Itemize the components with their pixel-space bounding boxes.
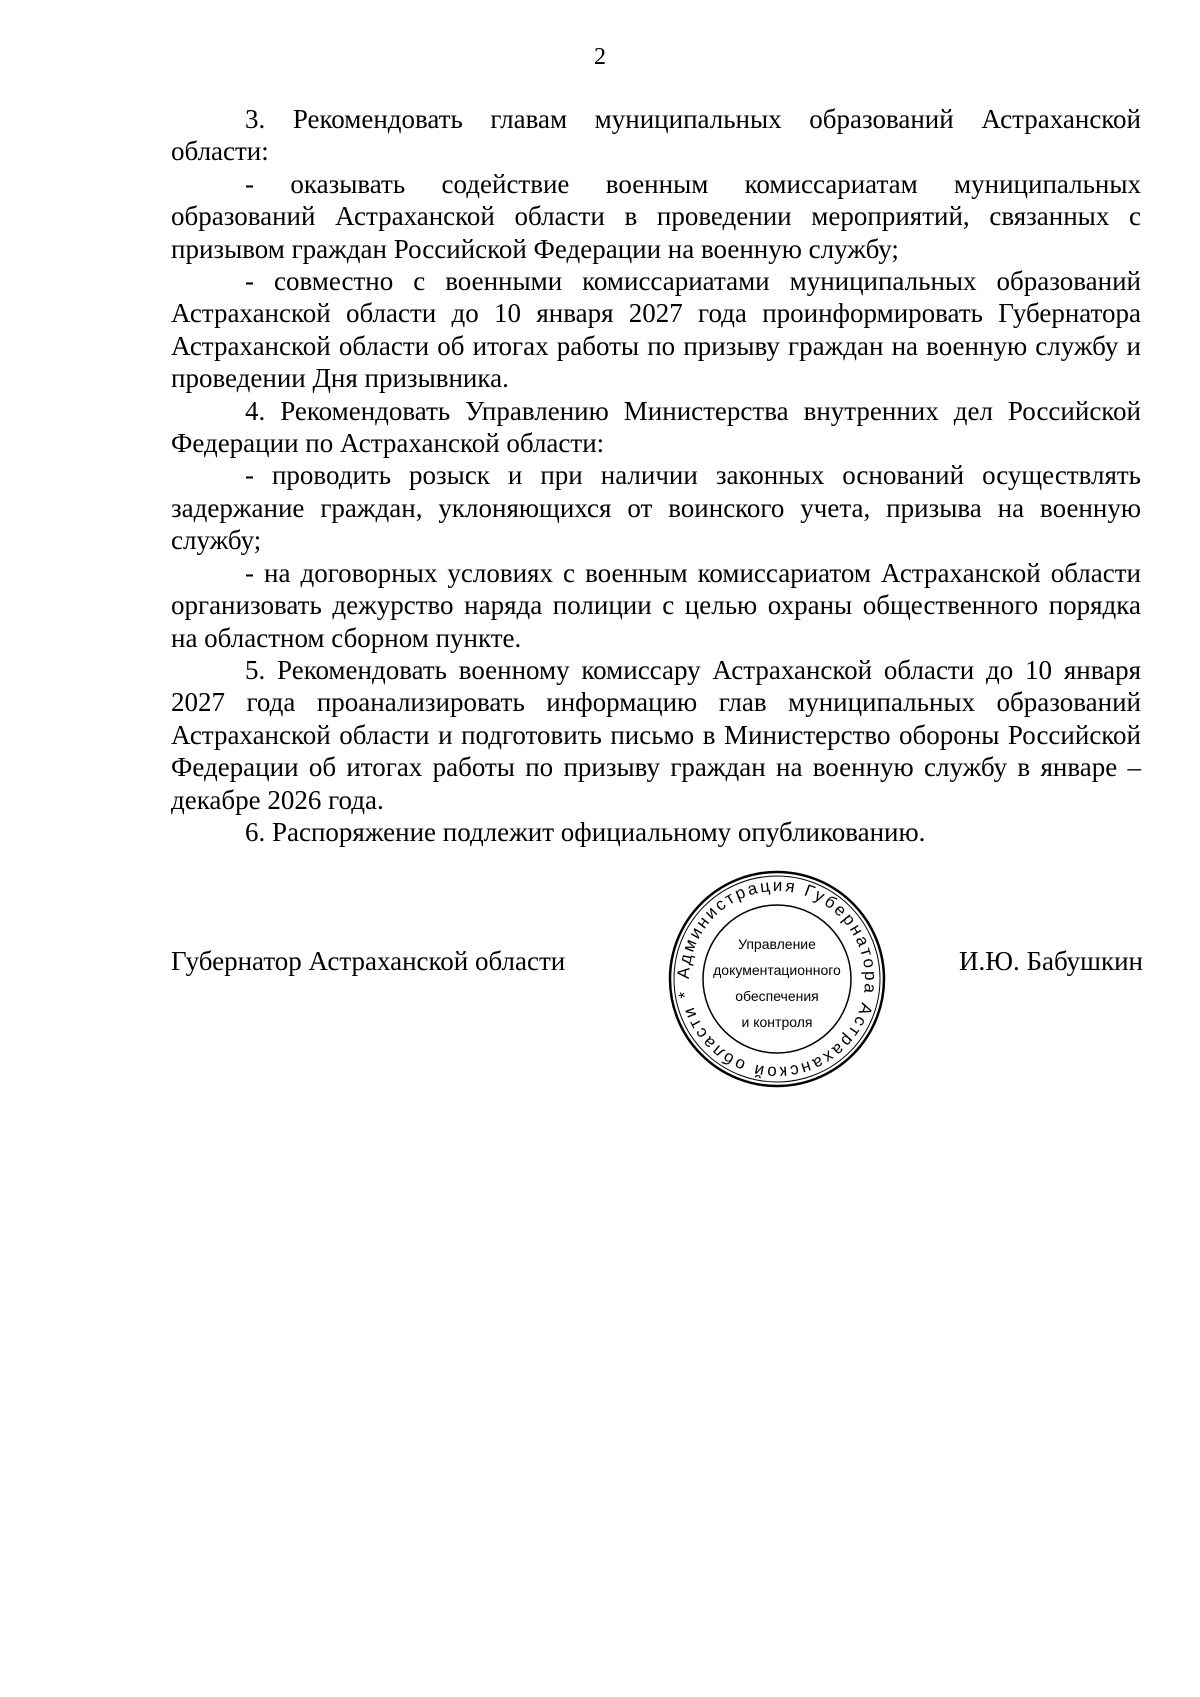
- paragraph-3-item-2: - совместно с военными комиссариатами муниципальных образований Астраханской области до 10 января 2027 года проинформировать Губернатора Астраханской области об итогах работы по призыву граждан на военную службу и проведении Дня призывника.: [171, 266, 1141, 394]
- seal-ring-text: [674, 876, 880, 1082]
- paragraph-3-item-1: - оказывать содействие военным комиссариатам муниципальных образований Астраханской области в проведении мероприятий, связанных с призывом граждан Российской Федерации на военную службу;: [171, 168, 1141, 264]
- seal-outer-ring: [670, 872, 884, 1086]
- seal-center-line-1: Управление: [738, 936, 816, 952]
- paragraph-4-item-1: - проводить розыск и при наличии законных оснований осуществлять задержание граждан, уклоняющихся от воинского учета, призыва на военную службу;: [171, 460, 1141, 556]
- seal-center-line-2: документационного: [713, 962, 841, 978]
- seal-graphic: [667, 869, 887, 1089]
- signatory-name: И.Ю. Бабушкин: [958, 946, 1143, 976]
- seal-center-text: [713, 936, 841, 1030]
- paragraph-3: 3. Рекомендовать главам муниципальных образований Астраханской области:: [171, 104, 1141, 167]
- seal-center-line-4: и контроля: [741, 1014, 813, 1030]
- signatory-position: Губернатор Астраханской области: [171, 946, 566, 976]
- paragraph-5: 5. Рекомендовать военному комиссару Астраханской области до 10 января 2027 года проанализировать информацию глав муниципальных образований Астраханской области и подготовить письмо в Министерство обороны Российской Федерации об итогах работы по призыву граждан на военную службу в январе – декабре 2026 года.: [171, 654, 1141, 815]
- seal-ring-text-path: Администрация Губернатора Астраханской области *: [673, 875, 881, 1083]
- paragraph-4: 4. Рекомендовать Управлению Министерства внутренних дел Российской Федерации по Астраханской области:: [171, 395, 1141, 459]
- seal-center-line-3: обеспечения: [735, 988, 819, 1004]
- official-seal: [667, 869, 887, 1089]
- page-number: 2: [594, 44, 606, 70]
- paragraph-6: 6. Распоряжение подлежит официальному опубликованию.: [245, 816, 926, 847]
- seal-inner-ring: [703, 905, 851, 1053]
- paragraph-4-item-2: - на договорных условиях с военным комиссариатом Астраханской области организовать дежурство наряда полиции с целью охраны общественного порядка на областном сборном пункте.: [171, 557, 1141, 653]
- document-body: [171, 103, 1141, 848]
